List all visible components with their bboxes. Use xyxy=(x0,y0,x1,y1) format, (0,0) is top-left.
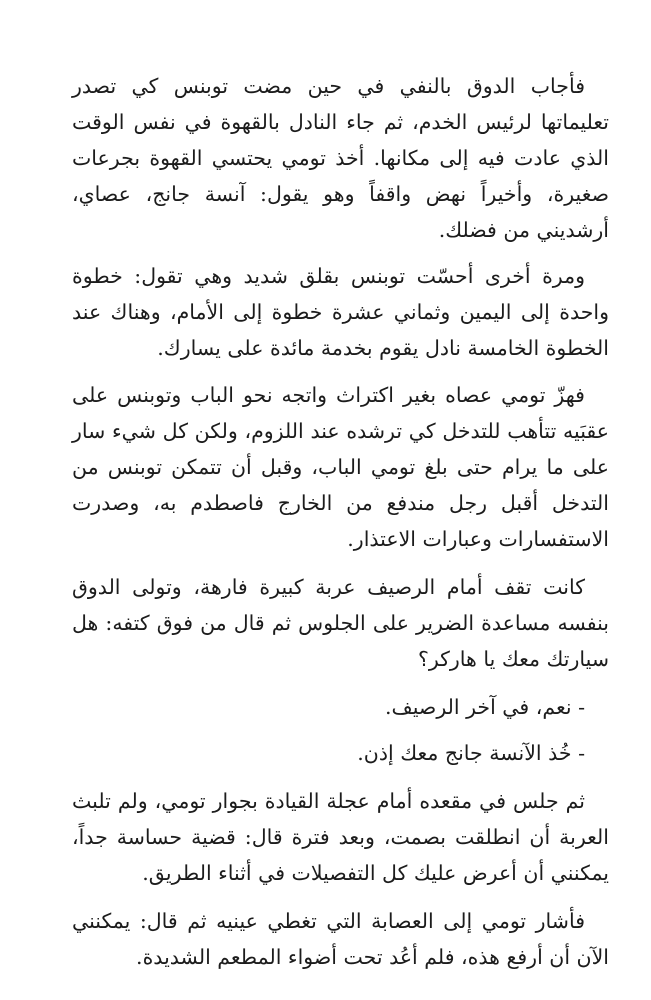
dialog-line: - نعم، في آخر الرصيف. xyxy=(385,695,585,719)
paragraph: ومرة أخرى أحسّت توبنس بقلق شديد وهي تقول: خطوة واحدة إلى اليمين وثماني عشرة خطوة إلى الأمام، وهناك عند الخطوة الخامسة نادل يقوم بخدمة مائدة على يسارك. xyxy=(72,264,609,360)
paragraph: فأجاب الدوق بالنفي في حين مضت توبنس كي تصدر تعليماتها لرئيس الخدم، ثم جاء النادل بالقهوة في نفس الوقت الذي عادت فيه إلى مكانها. أخذ تومي يحتسي القهوة بجرعات صغيرة، وأخيراً نهض واقفاً وهو يقول: آنسة جانج، عصاي، أرشديني من فضلك. xyxy=(72,74,609,242)
book-page xyxy=(72,68,609,975)
paragraph: فأشار تومي إلى العصابة التي تغطي عينيه ثم قال: يمكنني الآن أن أرفع هذه، فلم أعُد تحت أضواء المطعم الشديدة. xyxy=(72,909,609,969)
paragraph: كانت تقف أمام الرصيف عربة كبيرة فارهة، وتولى الدوق بنفسه مساعدة الضرير على الجلوس ثم قال من فوق كتفه: هل سيارتك معك يا هاركر؟ xyxy=(72,575,609,671)
paragraph: فهزّ تومي عصاه بغير اكتراث واتجه نحو الباب وتوبنس على عقبَيه تتأهب للتدخل كي ترشده عند اللزوم، ولكن كل شيء سار على ما يرام حتى بلغ تومي الباب، وقبل أن تتمكن توبنس من التدخل أقبل رجل مندفع من الخارج فاصطدم به، وصدرت الاستفسارات وعبارات الاعتذار. xyxy=(72,383,609,551)
dialog-line: - خُذ الآنسة جانج معك إذن. xyxy=(357,741,585,765)
paragraph: ثم جلس في مقعده أمام عجلة القيادة بجوار تومي، ولم تلبث العربة أن انطلقت بصمت، وبعد فترة قال: قضية حساسة جداً، يمكنني أن أعرض عليك كل التفصيلات في أثناء الطريق. xyxy=(72,789,609,885)
